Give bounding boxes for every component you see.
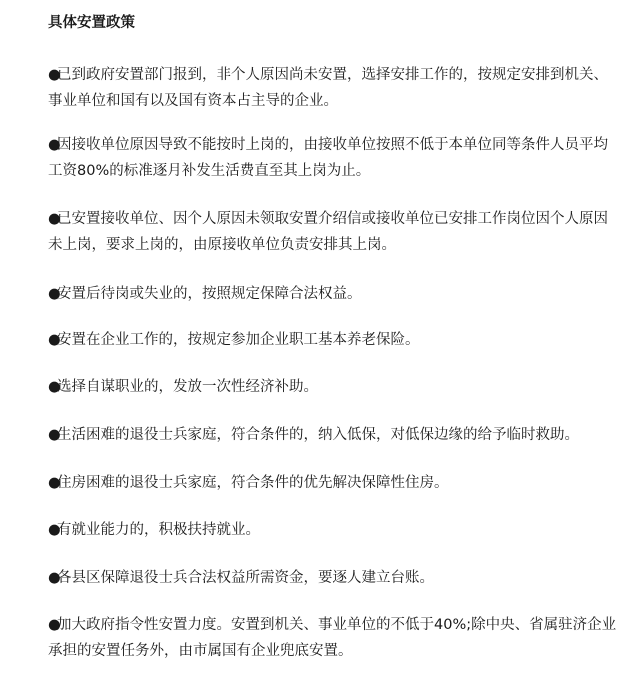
policy-paragraph [48, 327, 618, 353]
policy-text: 安置后待岗或失业的，按照规定保障合法权益。 [57, 286, 362, 302]
bullet-icon: ● [48, 617, 61, 633]
bullet-icon: ● [48, 137, 61, 153]
policy-text: 安置在企业工作的，按规定参加企业职工基本养老保险。 [57, 332, 420, 348]
policy-paragraph [48, 470, 618, 496]
policy-paragraph [48, 62, 618, 114]
policy-paragraph [48, 206, 618, 258]
section-heading: 具体安置政策 [48, 15, 135, 31]
policy-text: 各县区保障退役士兵合法权益所需资金，要逐人建立台账。 [57, 570, 434, 586]
bullet-icon: ● [48, 522, 61, 538]
policy-text: 因接收单位原因导致不能按时上岗的，由接收单位按照不低于本单位同等条件人员平均工资80%的标准逐月补发生活费直至其上岗为止。 [48, 137, 608, 179]
policy-paragraph [48, 565, 618, 591]
bullet-icon: ● [48, 67, 61, 83]
policy-text: 有就业能力的，积极扶持就业。 [57, 522, 260, 538]
policy-text: 生活困难的退役士兵家庭，符合条件的，纳入低保，对低保边缘的给予临时救助。 [57, 427, 579, 443]
bullet-icon: ● [48, 211, 61, 227]
bullet-icon: ● [48, 475, 61, 491]
policy-text: 住房困难的退役士兵家庭，符合条件的优先解决保障性住房。 [57, 475, 449, 491]
policy-paragraph [48, 612, 618, 664]
policy-text: 已安置接收单位、因个人原因未领取安置介绍信或接收单位已安排工作岗位因个人原因未上岗，要求上岗的，由原接收单位负责安排其上岗。 [48, 211, 608, 253]
policy-paragraph [48, 132, 618, 184]
bullet-icon: ● [48, 570, 61, 586]
policy-paragraph [48, 517, 618, 543]
policy-paragraph [48, 281, 618, 307]
bullet-icon: ● [48, 379, 61, 395]
policy-paragraph [48, 422, 618, 448]
policy-text: 选择自谋职业的，发放一次性经济补助。 [57, 379, 318, 395]
bullet-icon: ● [48, 286, 61, 302]
policy-text: 已到政府安置部门报到，非个人原因尚未安置，选择安排工作的，按规定安排到机关、事业单位和国有以及国有资本占主导的企业。 [48, 67, 608, 109]
policy-paragraph [48, 374, 618, 400]
bullet-icon: ● [48, 427, 61, 443]
bullet-icon: ● [48, 332, 61, 348]
policy-text: 加大政府指令性安置力度。安置到机关、事业单位的不低于40%;除中央、省属驻济企业承担的安置任务外，由市属国有企业兜底安置。 [48, 617, 617, 659]
